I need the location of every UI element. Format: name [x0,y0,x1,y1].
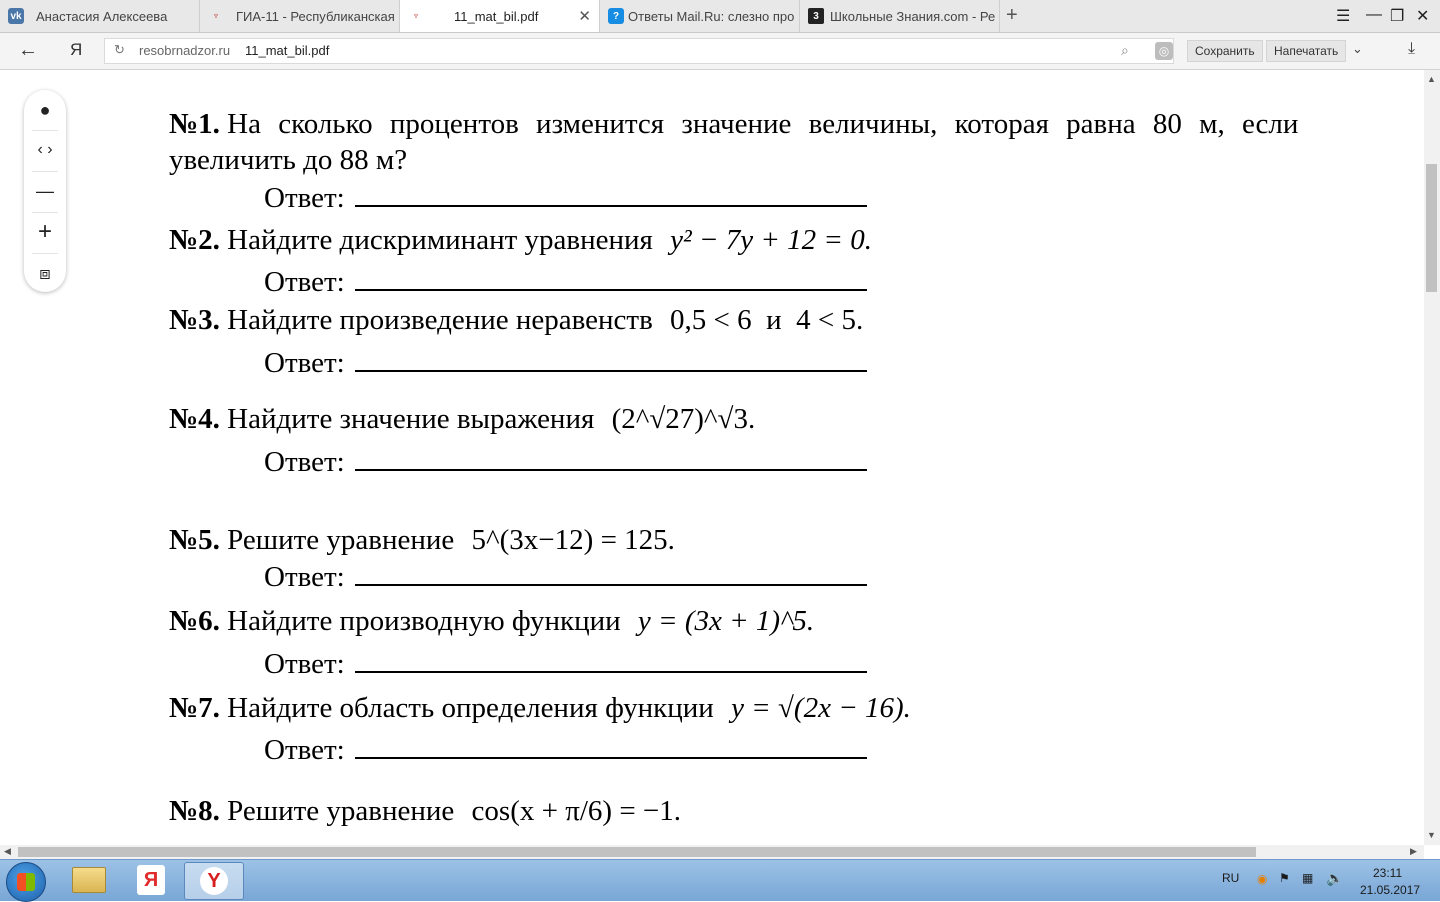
scroll-left-icon[interactable]: ◀ [4,846,11,856]
problem-1-cont [169,144,407,177]
menu-icon[interactable]: ☰ [1336,8,1351,25]
answer-label: Ответ: [264,446,345,478]
close-tab-icon[interactable]: ✕ [578,8,591,25]
divider [32,171,58,172]
problem-text: Решите уравнение [227,795,455,827]
flag-icon[interactable]: ⚑ [1279,871,1290,885]
problem-text: увеличить до 88 м? [169,144,408,176]
answer-line [264,266,867,299]
url-path: 11_mat_bil.pdf [245,43,330,58]
scroll-thumb[interactable] [18,847,1256,857]
download-icon[interactable]: ⤓ [1408,40,1416,57]
problem-5 [169,524,675,557]
answer-line [264,182,867,215]
eagle-icon: ♆ [412,10,420,22]
volume-icon[interactable]: 🔈 [1326,870,1344,886]
print-button[interactable]: Напечатать [1266,40,1346,62]
answer-blank[interactable] [355,348,867,372]
tab-label: Ответы Mail.Ru: слезно про [628,8,795,24]
answer-label: Ответ: [264,561,345,593]
problem-number: №7. [169,692,220,724]
tab-mailru[interactable] [600,0,800,32]
answer-blank[interactable] [355,183,867,207]
math-expression: 0,5 < 6 и 4 < 5. [670,304,864,336]
divider [32,212,58,213]
horizontal-scrollbar[interactable] [0,845,1424,859]
taskbar [0,859,1440,901]
taskbar-explorer[interactable] [60,862,118,898]
pdf-viewer [0,70,1424,845]
network-icon[interactable]: ▦ [1302,871,1314,885]
dot-icon[interactable]: ● [39,99,51,120]
problem-number: №8. [169,795,220,827]
reload-icon[interactable]: ↻ [114,42,125,57]
minimize-icon[interactable]: — [1366,6,1382,23]
answer-blank[interactable] [355,447,867,471]
problem-8 [169,795,681,828]
folder-icon [72,867,106,893]
tab-vk[interactable] [0,0,200,32]
problem-text: Решите уравнение [227,524,455,556]
tab-label: Школьные Знания.com - Ре [830,8,996,24]
chevron-down-icon[interactable]: ⌄ [1352,41,1363,56]
divider [32,253,58,254]
tab-znanija[interactable] [800,0,1000,32]
answer-blank[interactable] [355,267,867,291]
eagle-icon: ♆ [212,10,220,22]
tab-strip [0,0,1440,33]
math-expression: cos(x + π/6) = −1. [471,795,682,827]
problem-text: Найдите область определения функции [227,692,714,724]
zoom-icon[interactable]: ⌕ [1121,42,1129,58]
protect-icon[interactable]: ◎ [1155,42,1173,60]
problem-1 [169,108,1424,141]
znanija-icon: 3 [808,8,824,24]
tray-app-icon[interactable]: ◉ [1257,872,1268,886]
taskbar-yandex[interactable] [122,862,180,898]
vk-icon: vk [8,8,24,24]
math-expression: y = √(2x − 16). [731,692,911,724]
math-expression: (2^√27)^√3. [611,403,756,435]
problem-7 [169,692,911,725]
math-expression: y = (3x + 1)^5. [637,605,815,637]
question-icon: ? [608,8,624,24]
problem-4 [169,403,755,436]
answer-blank[interactable] [355,735,867,759]
close-window-icon[interactable]: ✕ [1416,8,1430,25]
problem-text: Найдите значение выражения [227,403,595,435]
answer-line [264,446,867,479]
yandex-button[interactable]: Я [70,40,83,59]
start-button[interactable] [6,862,46,902]
restore-icon[interactable]: ❐ [1390,8,1405,25]
answer-line [264,347,867,380]
tab-label: 11_mat_bil.pdf [454,8,539,24]
clock-time[interactable]: 23:11 [1373,866,1403,880]
problem-number: №2. [169,224,220,256]
address-bar[interactable] [104,38,1174,64]
yandex-browser-icon: Y [200,867,228,895]
zoom-out-icon[interactable]: — [36,180,54,201]
problem-text: Найдите произведение неравенств [227,304,653,336]
problem-number: №6. [169,605,220,637]
navigation-bar [0,33,1440,70]
problem-number: №5. [169,524,220,556]
problem-2 [169,224,872,257]
problem-6 [169,605,814,638]
pdf-toolbar [24,90,66,292]
answer-label: Ответ: [264,648,345,680]
answer-label: Ответ: [264,266,345,298]
new-tab-icon[interactable]: + [1006,4,1018,26]
save-button[interactable]: Сохранить [1187,40,1263,62]
taskbar-yandex-browser[interactable] [184,862,244,900]
answer-label: Ответ: [264,734,345,766]
back-arrow-icon[interactable]: ← [18,39,38,61]
clock-date[interactable]: 21.05.2017 [1360,883,1421,897]
scroll-up-icon[interactable]: ▲ [1427,74,1436,84]
tab-pdf[interactable] [400,0,600,32]
yandex-icon: Я [137,865,165,895]
problem-number: №1. [169,108,220,140]
answer-label: Ответ: [264,347,345,379]
windows-icon [17,873,35,891]
answer-label: Ответ: [264,182,345,214]
problem-3 [169,304,863,337]
problem-number: №3. [169,304,220,336]
answer-line [264,734,867,767]
scroll-down-icon[interactable]: ▼ [1427,830,1436,840]
math-expression: 5^(3x−12) = 125. [471,524,675,556]
url-domain: resobrnadzor.ru [139,43,231,58]
answer-line [264,561,867,594]
math-expression: y² − 7y + 12 = 0. [670,224,873,256]
problem-text: Найдите дискриминант уравнения [227,224,653,256]
page-nav-icon[interactable]: ‹ › [37,141,53,158]
scroll-thumb[interactable] [1426,164,1437,292]
tab-label: ГИА-11 - Республиканская [236,8,395,24]
tab-label: Анастасия Алексеева [36,8,168,24]
problem-number: №4. [169,403,220,435]
language-indicator[interactable]: RU [1222,871,1240,885]
tab-gia[interactable] [200,0,400,32]
answer-blank[interactable] [355,562,867,586]
problem-text: Найдите производную функции [227,605,621,637]
scroll-right-icon[interactable]: ▶ [1410,846,1417,856]
problem-text: На сколько процентов изменится значение величины, которая равна 80 м, если [227,108,1299,140]
divider [32,130,58,131]
answer-line [264,648,867,681]
vertical-scrollbar[interactable] [1424,70,1440,845]
fit-page-icon[interactable]: ⧈ [39,262,51,283]
zoom-in-icon[interactable]: + [37,218,52,245]
answer-blank[interactable] [355,649,867,673]
